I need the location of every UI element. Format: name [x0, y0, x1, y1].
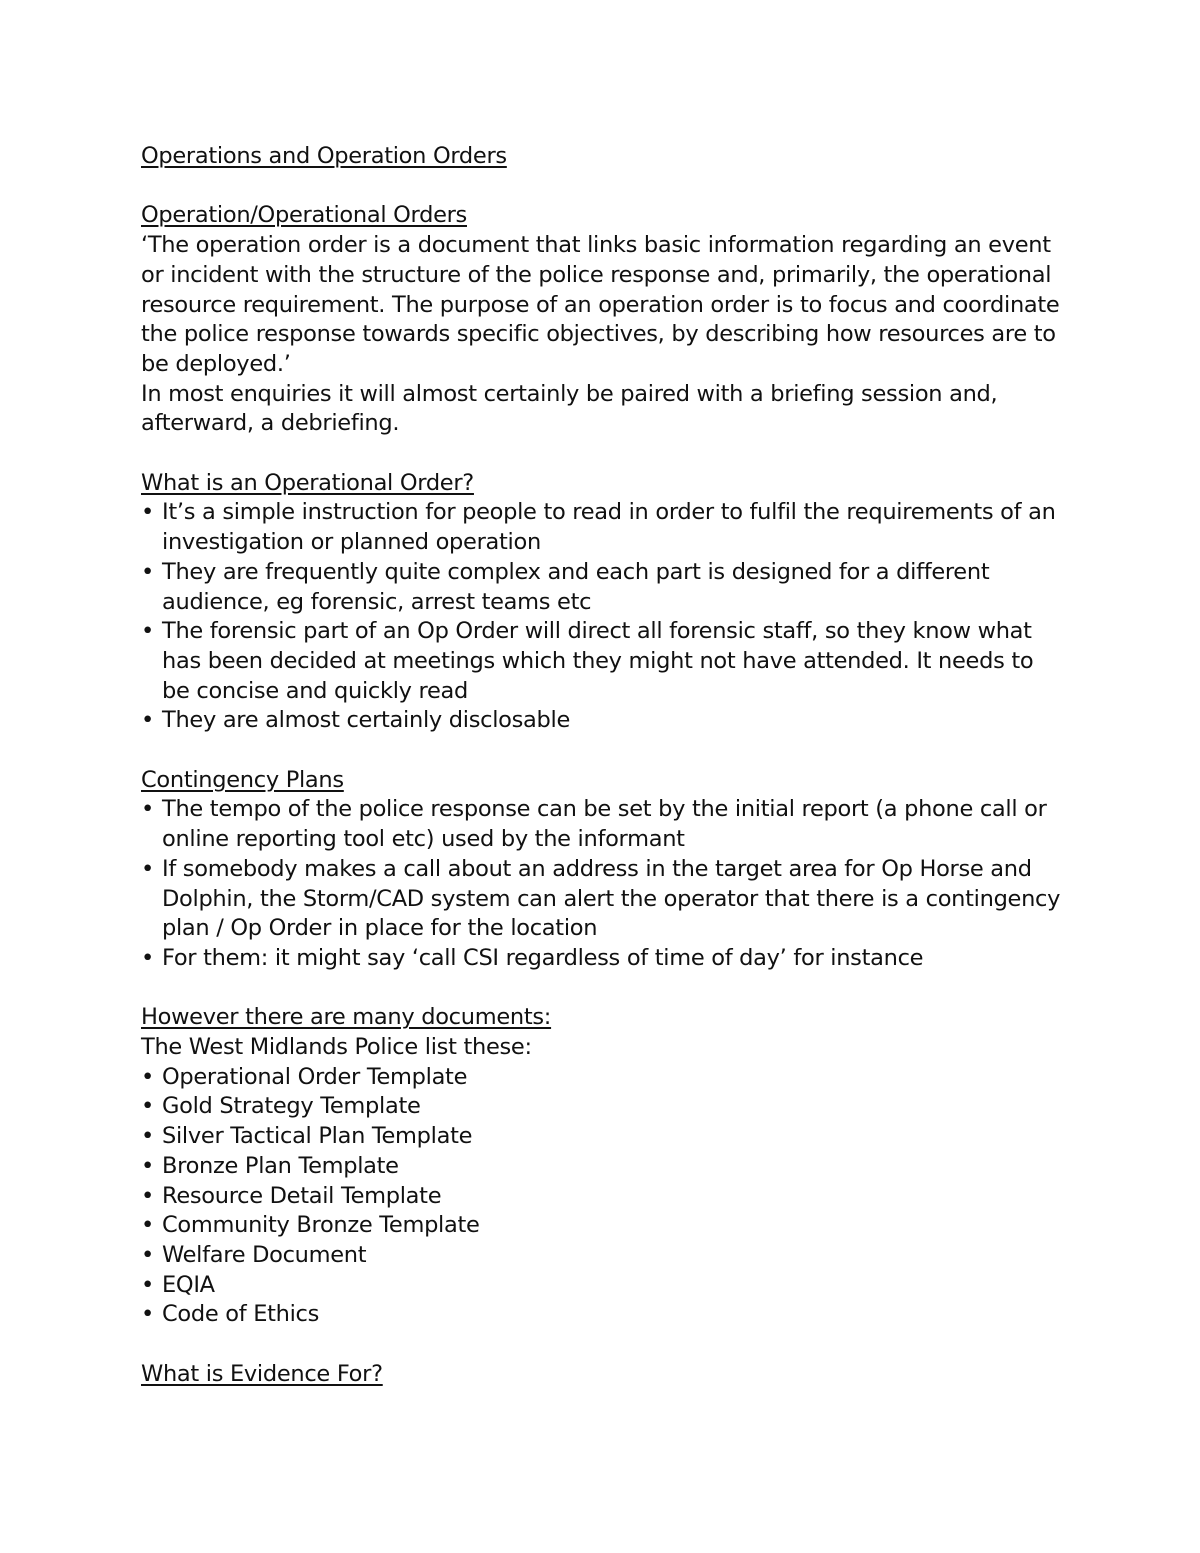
section-heading-evidence: What is Evidence For? [141, 1360, 383, 1387]
list-item: • It’s a simple instruction for people to read in order to fulfil the requirements of an investigation or planned operation [141, 498, 1061, 557]
paragraph-definition-quote: ‘The operation order is a document that links basic information regarding an event or incident with the structure of the police response and, primarily, the operational resource requirement. The purpose of an operation order is to focus and coordinate the police response towards specific objectives, by describing how resources are to be deployed.’ [141, 232, 1060, 377]
list-item: • The forensic part of an Op Order will direct all forensic staff, so they know what has been decided at meetings which they might not have attended. It needs to be concise and quickly read [141, 617, 1061, 706]
list-item: • EQIA [141, 1271, 1061, 1301]
list-item: • Operational Order Template [141, 1063, 1061, 1093]
section-heading-operational-orders: Operation/Operational Orders [141, 202, 467, 229]
bullet-list-documents [141, 1063, 1061, 1330]
list-item: • They are almost certainly disclosable [141, 706, 1061, 736]
section-heading-many-documents: However there are many documents: [141, 1004, 552, 1031]
document-title: Operations and Operation Orders [141, 143, 507, 169]
bullet-list-operational-order [141, 498, 1061, 736]
list-item: • Gold Strategy Template [141, 1092, 1061, 1122]
section-heading-contingency-plans: Contingency Plans [141, 766, 344, 793]
list-item: • Resource Detail Template [141, 1182, 1061, 1212]
document-page [141, 142, 1061, 1389]
list-item: • Code of Ethics [141, 1300, 1061, 1330]
list-item: • They are frequently quite complex and each part is designed for a different audience, eg forensic, arrest teams etc [141, 558, 1061, 617]
list-item: • If somebody makes a call about an address in the target area for Op Horse and Dolphin, the Storm/CAD system can alert the operator that there is a contingency plan / Op Order in place for the location [141, 855, 1061, 944]
paragraph-west-midlands-intro: The West Midlands Police list these: [141, 1034, 532, 1061]
list-item: • Community Bronze Template [141, 1211, 1061, 1241]
list-item: • Silver Tactical Plan Template [141, 1122, 1061, 1152]
section-heading-what-is-operational-order: What is an Operational Order? [141, 469, 474, 496]
list-item: • The tempo of the police response can be set by the initial report (a phone call or online reporting tool etc) used by the informant [141, 795, 1061, 854]
list-item: • Welfare Document [141, 1241, 1061, 1271]
list-item: • For them: it might say ‘call CSI regardless of time of day’ for instance [141, 944, 1061, 974]
list-item: • Bronze Plan Template [141, 1152, 1061, 1182]
paragraph-briefing: In most enquiries it will almost certainly be paired with a briefing session and, afterward, a debriefing. [141, 380, 998, 437]
bullet-list-contingency [141, 795, 1061, 973]
